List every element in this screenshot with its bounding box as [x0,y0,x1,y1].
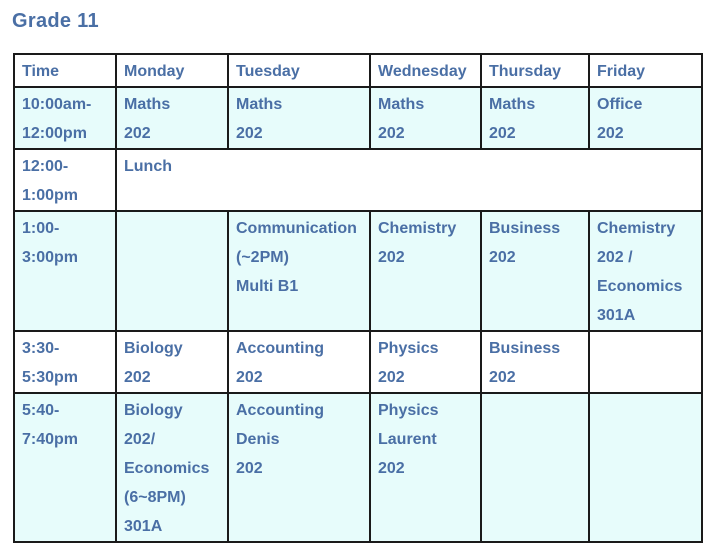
class-line: 202 [124,125,151,142]
class-cell-friday [589,331,702,393]
class-line: Physics [378,340,439,357]
header-monday: Monday [116,54,228,87]
class-line: Economics [597,278,683,295]
class-cell-wednesday [370,211,481,331]
class-cell-friday [589,87,702,149]
class-cell-thursday [481,331,589,393]
class-line: Maths [378,96,425,113]
time-line: 12:00- [22,158,69,175]
class-line: Chemistry [597,220,676,237]
time-cell [14,331,116,393]
class-line: 301A [124,518,163,535]
class-line: Denis [236,431,280,448]
header-row [14,54,702,87]
class-line: 202/ [124,431,156,448]
class-line: Maths [236,96,283,113]
class-line: 202 [236,125,263,142]
header-tuesday: Tuesday [228,54,370,87]
header-time: Time [14,54,116,87]
class-cell-thursday [481,211,589,331]
class-line: Business [489,220,561,237]
class-line: 202 / [597,249,633,266]
class-line: Maths [489,96,536,113]
class-line: 202 [597,125,624,142]
time-line: 5:40- [22,402,60,419]
class-cell-monday [116,331,228,393]
table-row [14,87,702,149]
class-line: Accounting [236,402,324,419]
time-line: 3:30- [22,340,60,357]
time-line: 7:40pm [22,431,79,448]
class-line: Maths [124,96,171,113]
class-cell-wednesday [370,393,481,542]
class-line: Laurent [378,431,437,448]
class-line: 202 [378,369,405,386]
time-line: 10:00am- [22,96,92,113]
class-line: Biology [124,340,183,357]
table-row [14,211,702,331]
class-cell-tuesday [228,211,370,331]
class-cell-monday [116,211,228,331]
class-line: Chemistry [378,220,457,237]
class-line: 202 [489,249,516,266]
time-cell [14,149,116,211]
class-line: Biology [124,402,183,419]
table-row [14,331,702,393]
time-cell [14,393,116,542]
header-wednesday: Wednesday [370,54,481,87]
page-title: Grade 11 [12,10,99,32]
time-line: 1:00pm [22,187,79,204]
class-line: Office [597,96,643,113]
table-row [14,149,702,211]
time-cell [14,87,116,149]
time-line: 12:00pm [22,125,87,142]
class-cell-thursday [481,393,589,542]
class-line: 202 [489,369,516,386]
class-line: 202 [378,249,405,266]
timetable [13,53,703,543]
class-line: (~2PM) [236,249,289,266]
class-cell-tuesday [228,87,370,149]
class-cell-thursday [481,87,589,149]
class-line: Accounting [236,340,324,357]
class-line: Physics [378,402,439,419]
header-thursday: Thursday [481,54,589,87]
class-line: 202 [236,460,263,477]
class-line: 202 [378,125,405,142]
class-line: 301A [597,307,636,324]
time-cell [14,211,116,331]
time-line: 5:30pm [22,369,79,386]
class-line: 202 [489,125,516,142]
class-line: 202 [124,369,151,386]
class-line: Economics [124,460,210,477]
class-line: Business [489,340,561,357]
class-line: Communication [236,220,357,237]
class-line: 202 [236,369,263,386]
class-cell-wednesday [370,87,481,149]
class-line: 202 [378,460,405,477]
class-cell-friday [589,393,702,542]
class-line: (6~8PM) [124,489,186,506]
time-line: 3:00pm [22,249,79,266]
class-cell-monday [116,87,228,149]
lunch-label: Lunch [124,158,172,175]
class-cell-friday [589,211,702,331]
header-friday: Friday [589,54,702,87]
class-cell-monday [116,393,228,542]
class-cell-tuesday [228,393,370,542]
class-cell-wednesday [370,331,481,393]
class-cell-tuesday [228,331,370,393]
lunch-cell [116,149,702,211]
table-row [14,393,702,542]
time-line: 1:00- [22,220,60,237]
class-line: Multi B1 [236,278,299,295]
